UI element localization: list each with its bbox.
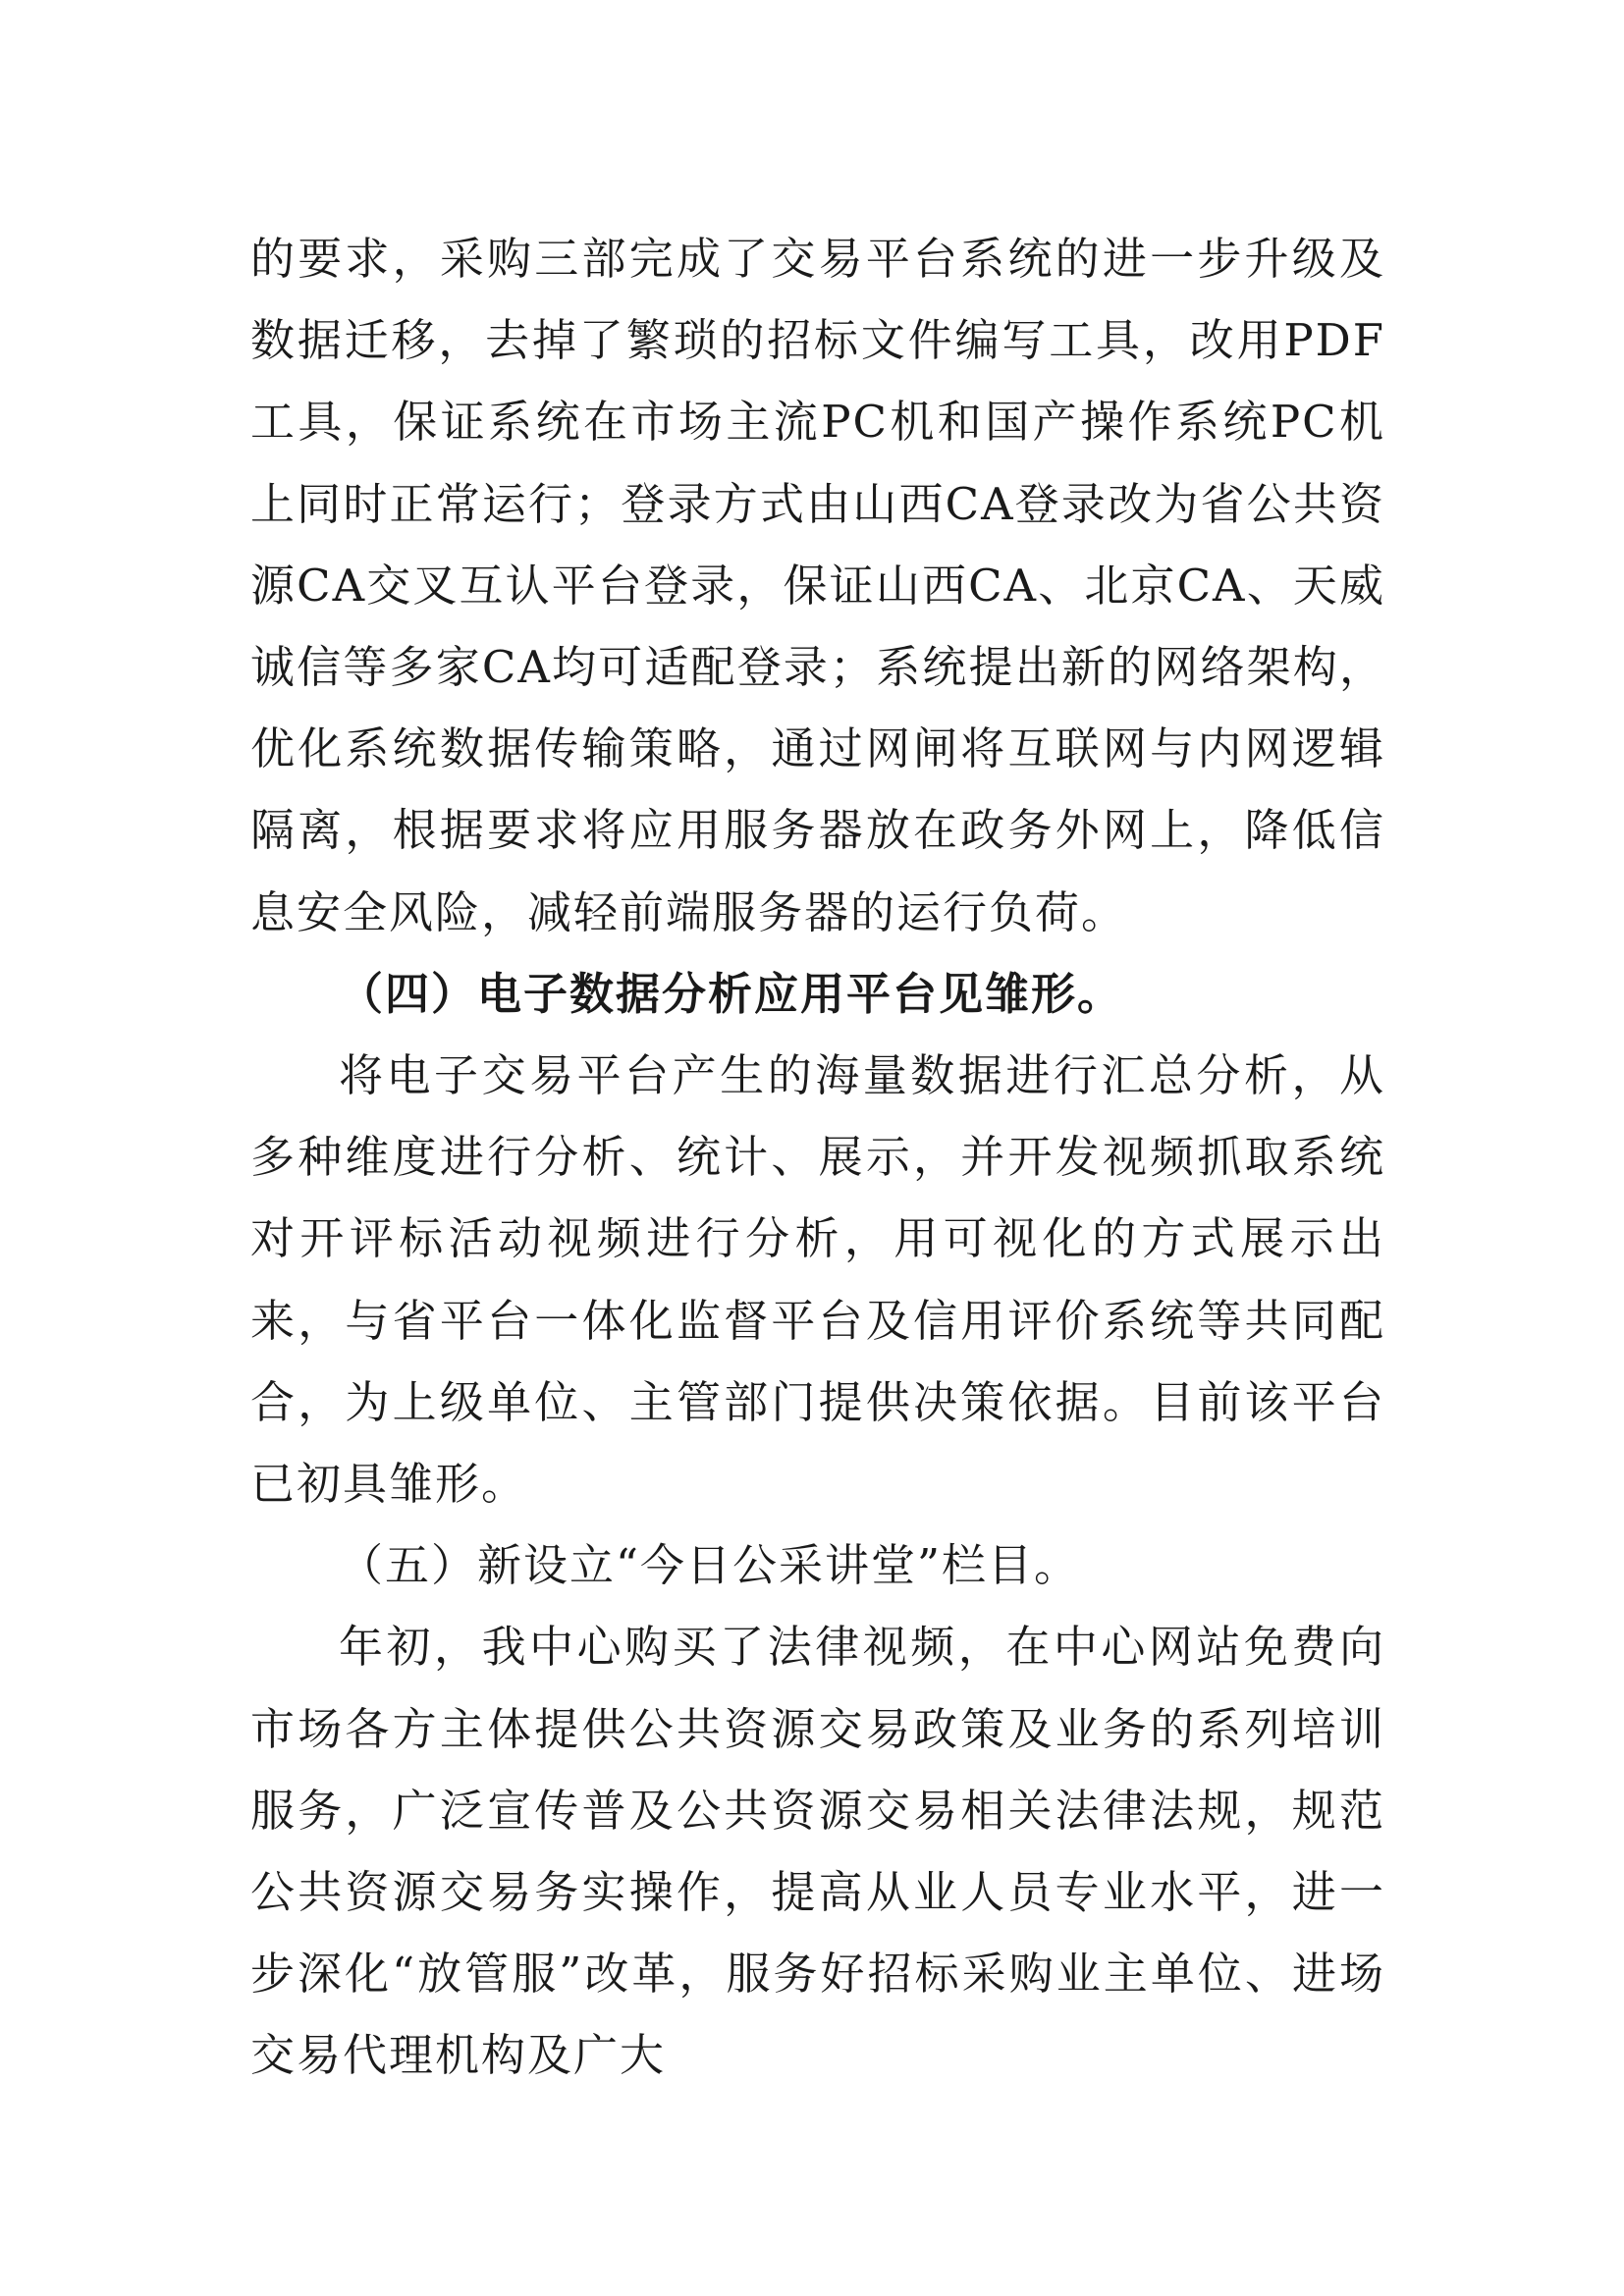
section-heading-4: （四）电子数据分析应用平台见雏形。 [339,967,1124,1020]
paragraph-data-analysis: 将电子交易平台产生的海量数据进行汇总分析，从多种维度进行分析、统计、展示，并开发视频抓取系统对开评标活动视频进行分析，用可视化的方式展示出来，与省平台一体化监督平台及信用评价系统等共同配合，为上级单位、主管部门提供决策依据。目前该平台已初具雏形。 [250,1049,1385,1511]
document-body [250,218,1385,2097]
paragraph-lecture-column: 年初，我中心购买了法律视频，在中心网站免费向市场各方主体提供公共资源交易政策及业务的系列培训服务，广泛宣传普及公共资源交易相关法律法规，规范公共资源交易务实操作，提高从业人员专业水平，进一步深化“放管服”改革，服务好招标采购业主单位、进场交易代理机构及广大 [250,1621,1385,2082]
section-heading-5: （五）新设立“今日公采讲堂”栏目。 [339,1539,1081,1592]
paragraph-platform-upgrade: 的要求，采购三部完成了交易平台系统的进一步升级及数据迁移，去掉了繁琐的招标文件编写工具，改用PDF工具，保证系统在市场主流PC机和国产操作系统PC机上同时正常运行；登录方式由山西CA登录改为省公共资源CA交叉互认平台登录，保证山西CA、北京CA、天威诚信等多家CA均可适配登录；系统提出新的网络架构，优化系统数据传输策略，通过网闸将互联网与内网逻辑隔离，根据要求将应用服务器放在政务外网上，降低信息安全风险，减轻前端服务器的运行负荷。 [250,233,1385,938]
